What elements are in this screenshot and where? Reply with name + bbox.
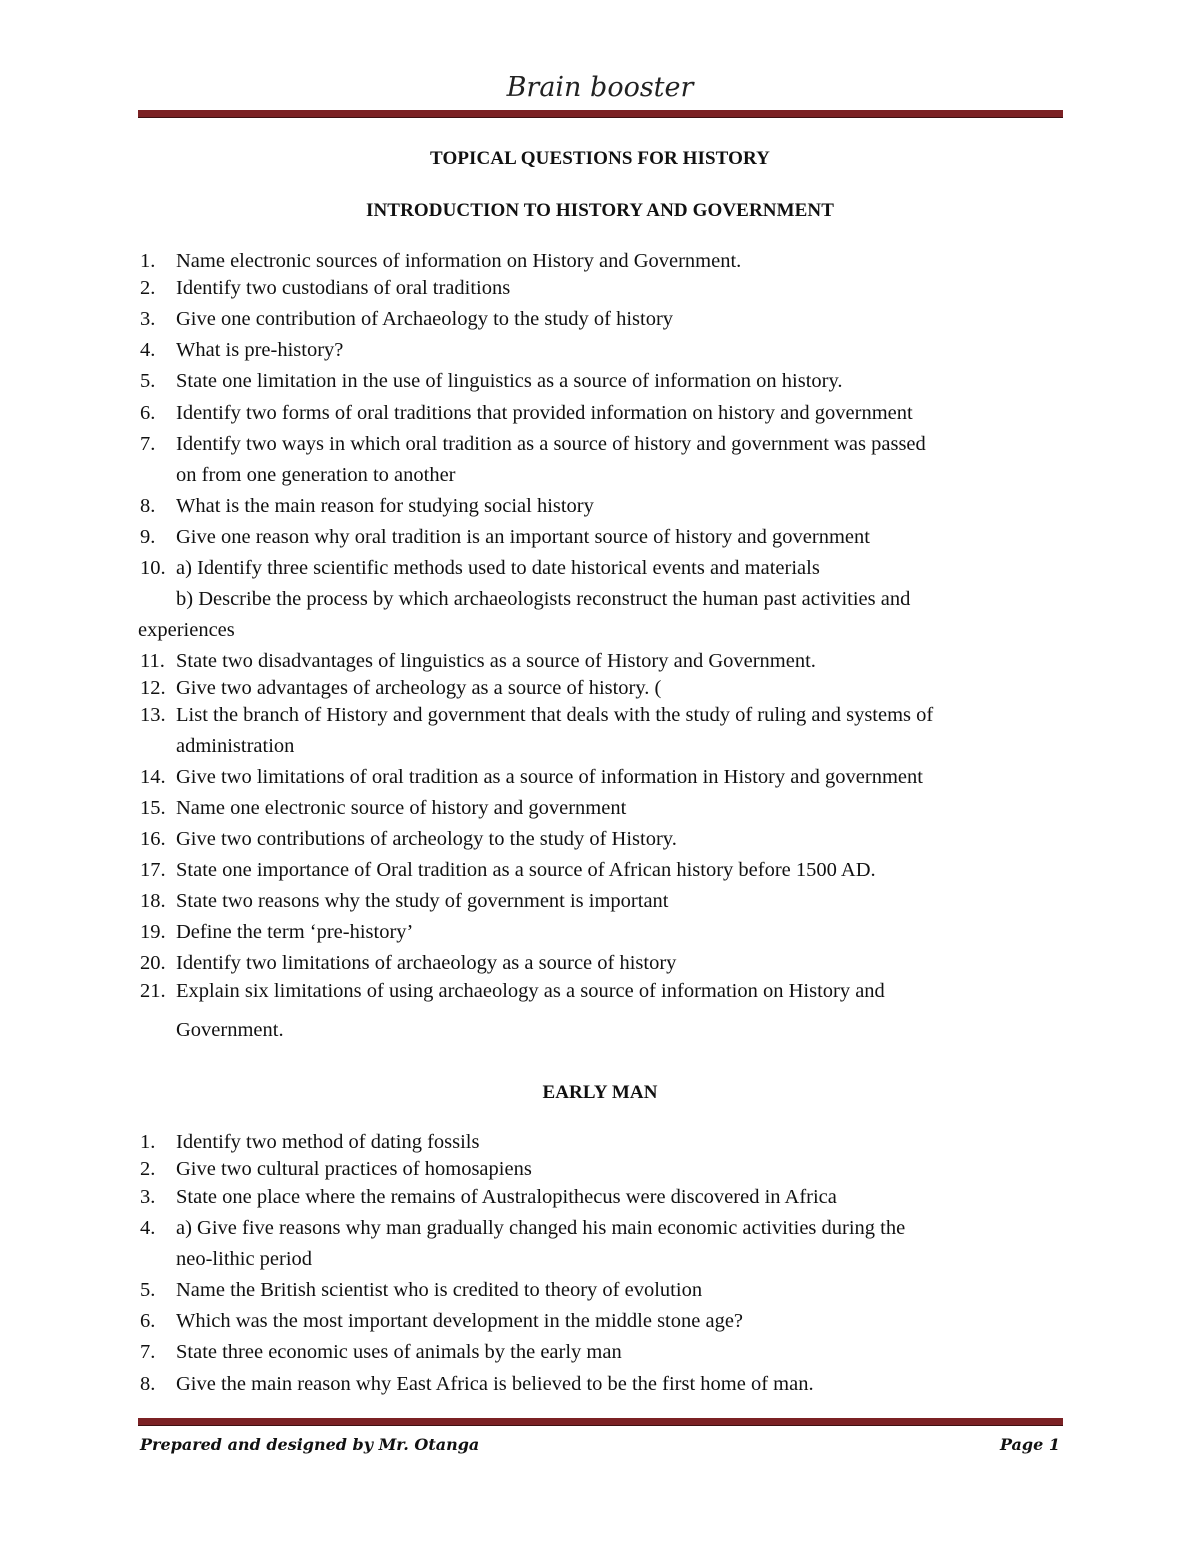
- header-rule: [138, 110, 1063, 118]
- question-number: 15.: [140, 797, 166, 819]
- question-text: on from one generation to another: [176, 464, 456, 486]
- question-number: 14.: [140, 766, 166, 788]
- question-text: administration: [176, 735, 295, 757]
- question-number: 2.: [140, 1158, 156, 1180]
- question-number: 19.: [140, 921, 166, 943]
- question-text: State one limitation in the use of linguistics as a source of information on history.: [176, 370, 843, 392]
- question-text: Identify two method of dating fossils: [176, 1131, 480, 1153]
- question-number: 1.: [140, 1131, 156, 1153]
- section-heading-intro: INTRODUCTION TO HISTORY AND GOVERNMENT: [365, 200, 834, 221]
- question-text: Name electronic sources of information on History and Government.: [176, 250, 742, 272]
- question-text: Give two advantages of archeology as a source of history. (: [176, 677, 662, 699]
- question-number: 7.: [140, 433, 156, 455]
- question-number: 5.: [140, 1279, 156, 1301]
- question-number: 1.: [140, 250, 156, 272]
- question-text: Which was the most important development in the middle stone age?: [176, 1310, 744, 1332]
- question-number: 5.: [140, 370, 156, 392]
- question-text: Give two cultural practices of homosapiens: [176, 1158, 532, 1180]
- footer-rule: [138, 1418, 1063, 1426]
- question-text: Identify two forms of oral traditions that provided information on history and government: [176, 402, 913, 424]
- page-header-title: Brain booster: [506, 72, 694, 103]
- question-text: State two reasons why the study of government is important: [176, 890, 669, 912]
- question-text: a) Identify three scientific methods used to date historical events and materials: [176, 557, 820, 579]
- question-text: Identify two limitations of archaeology as a source of history: [176, 952, 677, 974]
- question-number: 8.: [140, 495, 156, 517]
- question-number: 7.: [140, 1341, 156, 1363]
- question-text: Name the British scientist who is credited to theory of evolution: [176, 1279, 703, 1301]
- question-text: Give one contribution of Archaeology to the study of history: [176, 308, 674, 330]
- question-text: What is the main reason for studying social history: [176, 495, 594, 517]
- question-text: Identify two custodians of oral traditions: [176, 277, 511, 299]
- question-number: 2.: [140, 277, 156, 299]
- footer-page-number: Page 1: [999, 1435, 1060, 1454]
- question-number: 11.: [140, 650, 165, 672]
- question-text: List the branch of History and government that deals with the study of ruling and systems of: [176, 704, 934, 726]
- main-heading: TOPICAL QUESTIONS FOR HISTORY: [430, 148, 770, 169]
- question-text: b) Describe the process by which archaeologists reconstruct the human past activities and: [176, 588, 911, 610]
- question-number: 3.: [140, 308, 156, 330]
- question-number: 12.: [140, 677, 166, 699]
- question-number: 4.: [140, 1217, 156, 1239]
- question-number: 6.: [140, 402, 156, 424]
- question-number: 16.: [140, 828, 166, 850]
- question-text: Give two contributions of archeology to the study of History.: [176, 828, 677, 850]
- question-text: Government.: [176, 1019, 284, 1041]
- question-text: State one importance of Oral tradition as a source of African history before 1500 AD.: [176, 859, 876, 881]
- question-number: 17.: [140, 859, 166, 881]
- question-text: Give two limitations of oral tradition as a source of information in History and government: [176, 766, 923, 788]
- question-text: neo-lithic period: [176, 1248, 313, 1270]
- question-text: experiences: [138, 619, 235, 641]
- question-number: 20.: [140, 952, 166, 974]
- question-number: 8.: [140, 1373, 156, 1395]
- question-number: 21.: [140, 980, 166, 1002]
- question-number: 4.: [140, 339, 156, 361]
- question-text: Name one electronic source of history and government: [176, 797, 627, 819]
- question-text: What is pre-history?: [176, 339, 344, 361]
- question-number: 10.: [140, 557, 166, 579]
- footer-author: Prepared and designed by Mr. Otanga: [140, 1435, 480, 1454]
- question-text: Explain six limitations of using archaeology as a source of information on History and: [176, 980, 885, 1002]
- question-text: Give the main reason why East Africa is believed to be the first home of man.: [176, 1373, 814, 1395]
- question-text: Identify two ways in which oral tradition as a source of history and government was passed: [176, 433, 926, 455]
- question-number: 18.: [140, 890, 166, 912]
- question-number: 9.: [140, 526, 156, 548]
- question-text: Give one reason why oral tradition is an important source of history and government: [176, 526, 870, 548]
- question-number: 3.: [140, 1186, 156, 1208]
- question-text: State one place where the remains of Australopithecus were discovered in Africa: [176, 1186, 837, 1208]
- question-text: State two disadvantages of linguistics as a source of History and Government.: [176, 650, 816, 672]
- section-heading-early-man: EARLY MAN: [542, 1082, 658, 1103]
- question-text: a) Give five reasons why man gradually changed his main economic activities during the: [176, 1217, 906, 1239]
- question-text: State three economic uses of animals by the early man: [176, 1341, 622, 1363]
- question-number: 13.: [140, 704, 166, 726]
- question-number: 6.: [140, 1310, 156, 1332]
- question-text: Define the term ‘pre-history’: [176, 921, 414, 943]
